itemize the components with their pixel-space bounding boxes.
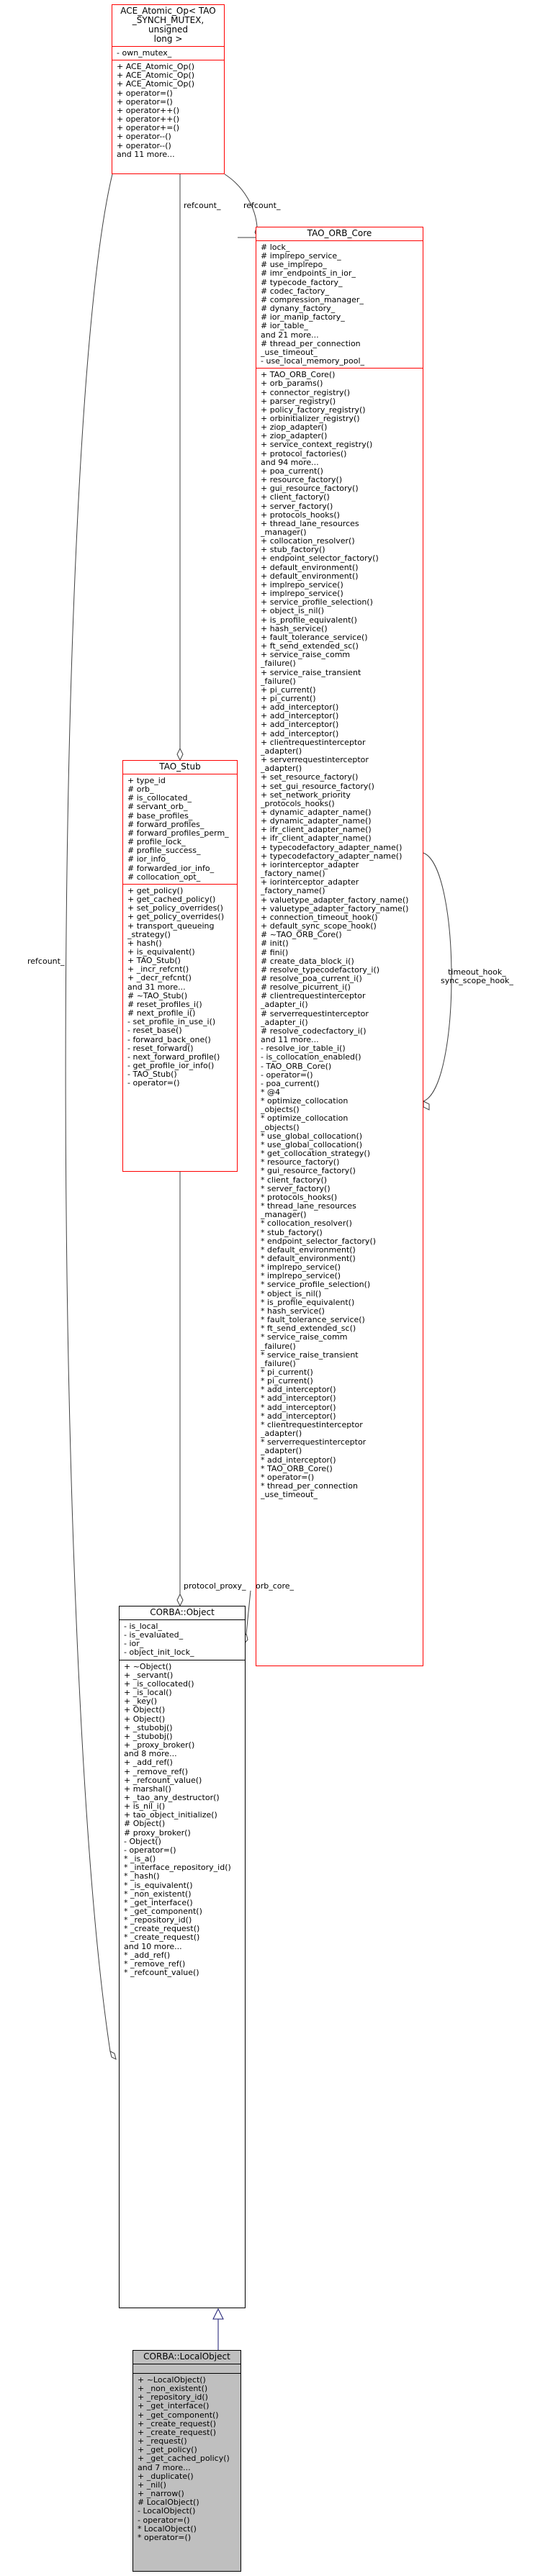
tao-orb-core-operation: - is_collocation_enabled() <box>261 1053 361 1062</box>
corba-localobject-attributes <box>133 2364 240 2373</box>
corba-object-operation: + _proxy_broker() <box>124 1741 195 1750</box>
tao-orb-core-attribute: # implrepo_service_ <box>261 252 341 261</box>
corba-object-operation: * _interface_repository_id() <box>124 1863 231 1873</box>
tao-orb-core-operation: * protocols_hooks() <box>261 1193 338 1202</box>
tao-orb-core-operation: + valuetype_adapter_factory_name() <box>261 904 409 913</box>
corba-object-operation: + _key() <box>124 1697 158 1707</box>
corba-object-operation: + _refcount_value() <box>124 1776 202 1785</box>
tao-orb-core-operation: * default_environment() <box>261 1245 356 1255</box>
tao-orb-core-operation: + protocol_factories() <box>261 449 347 458</box>
tao-orb-core-operation: + ziop_adapter() <box>261 423 328 433</box>
corba-object-operation: + ~Object() <box>124 1662 172 1671</box>
tao-orb-core-operation: * add_interceptor() <box>261 1411 336 1421</box>
tao-orb-core-operation: and 94 more... <box>261 458 319 467</box>
tao-orb-core-operation: + connection_timeout_hook() <box>261 913 378 922</box>
tao-orb-core-operation: * service_raise_comm _failure() <box>261 1333 348 1351</box>
tao-orb-core-operation: + typecodefactory_adapter_name() <box>261 851 403 861</box>
tao-orb-core-operation: + dynamic_adapter_name() <box>261 808 372 817</box>
ace-atomic-op-operation: + operator+=() <box>117 124 180 133</box>
tao-stub-operation: # ~TAO_Stub() <box>127 991 188 1000</box>
corba-localobject-title: CORBA::LocalObject <box>143 2351 230 2362</box>
tao-orb-core-operation: * operator=() <box>261 1473 315 1482</box>
tao-orb-core-operation: * clientrequestinterceptor _adapter() <box>261 1420 363 1439</box>
tao-orb-core-operation: + orbinitializer_registry() <box>261 414 360 423</box>
tao-stub-attribute: # profile_success_ <box>127 846 201 856</box>
tao-orb-core-operation: - resolve_ior_table_i() <box>261 1044 346 1054</box>
tao-orb-core-operation: # ~TAO_ORB_Core() <box>261 931 342 940</box>
tao-orb-core-operation: + default_sync_scope_hook() <box>261 922 377 931</box>
corba-localobject-operation: + _request() <box>138 2437 187 2446</box>
tao-orb-core-attribute: # typecode_factory_ <box>261 278 343 287</box>
label-refcount-left: refcount_ <box>27 957 65 966</box>
corba-object-operation: + _add_ref() <box>124 1758 173 1768</box>
tao-orb-core-operation: # clientrequestinterceptor _adapter_i() <box>261 992 366 1010</box>
tao-orb-core-operation: + connector_registry() <box>261 388 351 397</box>
label-protocol-proxy: protocol_proxy_ <box>184 1581 246 1591</box>
tao-orb-core-operation: * use_global_collocation() <box>261 1140 363 1149</box>
diamond-object-proxy <box>177 1594 183 1606</box>
tao-orb-core-operation: * optimize_collocation _objects() <box>261 1114 349 1132</box>
corba-object-operation: + _is_collocated() <box>124 1679 194 1689</box>
corba-object-operation: + Object() <box>124 1714 166 1724</box>
tao-orb-core-operation: + fault_tolerance_service() <box>261 633 368 642</box>
tao-stub-operation: + _decr_refcnt() <box>127 974 192 983</box>
corba-object-operation: + is_nil_i() <box>124 1802 166 1812</box>
corba-localobject-operation: + _non_existent() <box>138 2385 208 2394</box>
corba-object-operation: * _get_interface() <box>124 1898 193 1907</box>
tao-orb-core-operation: + set_resource_factory() <box>261 773 359 782</box>
tao-orb-core-operation: # resolve_picurrent_i() <box>261 983 351 993</box>
tao-orb-core-attribute: # use_implrepo_ <box>261 261 327 270</box>
edge-orb-core-to-corba-object <box>246 1591 251 1634</box>
tao-stub-attribute: # forward_profiles_ <box>127 820 204 829</box>
tao-orb-core-operation: + thread_lane_resources _manager() <box>261 519 359 537</box>
tao-orb-core-attribute: # ior_table_ <box>261 322 308 331</box>
tao-stub-operation: + get_policy() <box>127 886 184 895</box>
tao-stub-operation: - TAO_Stub() <box>127 1070 177 1080</box>
label-refcount-right: refcount_ <box>243 201 281 210</box>
tao-stub-attribute: # forwarded_ior_info_ <box>127 864 215 873</box>
tao-stub-operation: - reset_forward() <box>127 1044 194 1053</box>
tao-orb-core-operation: * @4 <box>261 1088 280 1097</box>
tao-orb-core-operation: + client_factory() <box>261 493 330 502</box>
corba-object-operations <box>120 1660 245 1980</box>
corba-localobject-operation: + _get_policy() <box>138 2446 197 2455</box>
ace-atomic-op-title: ACE_Atomic_Op< TAO _SYNCH_MUTEX, unsigned long > <box>120 6 216 44</box>
inheritance-arrow <box>213 2309 223 2319</box>
corba-object-operation: and 8 more... <box>124 1750 177 1759</box>
corba-localobject-operation: + _narrow() <box>138 2490 184 2499</box>
tao-orb-core-operation: * add_interceptor() <box>261 1403 336 1412</box>
tao-stub-title: TAO_Stub <box>159 761 201 772</box>
tao-orb-core-operation: + server_factory() <box>261 502 333 511</box>
tao-orb-core-operation: + add_interceptor() <box>261 729 339 738</box>
tao-stub-attribute: # orb_ <box>127 785 154 795</box>
corba-object-operation: + _tao_any_destructor() <box>124 1793 220 1802</box>
tao-orb-core-operation: + add_interceptor() <box>261 712 339 721</box>
tao-orb-core-operation: + orb_params() <box>261 379 323 389</box>
tao-orb-core-operation: * TAO_ORB_Core() <box>261 1464 333 1473</box>
tao-orb-core-operation: + serverrequestinterceptor _adapter() <box>261 756 369 774</box>
corba-object-operation: * _add_ref() <box>124 1951 171 1960</box>
tao-orb-core-operation: + policy_factory_registry() <box>261 405 366 415</box>
tao-orb-core-operation: * object_is_nil() <box>261 1289 322 1298</box>
tao-orb-core-operation: - poa_current() <box>261 1079 320 1088</box>
ace-atomic-op-operation: + operator--() <box>117 141 171 150</box>
corba-localobject-operation: + _create_request() <box>138 2428 217 2437</box>
tao-orb-core-class[interactable] <box>256 227 423 1666</box>
tao-stub-attribute: # ior_info_ <box>127 855 170 864</box>
corba-localobject-operations <box>133 2373 240 2544</box>
tao-orb-core-operation: # init() <box>261 939 289 949</box>
corba-object-operation: * _repository_id() <box>124 1916 192 1925</box>
corba-object-attribute: - object_init_lock_ <box>124 1648 194 1658</box>
corba-localobject-operation: + _repository_id() <box>138 2393 208 2403</box>
corba-object-attribute: - ior_ <box>124 1640 144 1649</box>
tao-orb-core-operation: * gui_resource_factory() <box>261 1167 356 1176</box>
tao-orb-core-operation: * default_environment() <box>261 1254 356 1263</box>
tao-orb-core-operation: * get_collocation_strategy() <box>261 1149 371 1159</box>
tao-orb-core-operation: * is_profile_equivalent() <box>261 1298 355 1307</box>
tao-orb-core-operation: * pi_current() <box>261 1368 313 1377</box>
corba-object-operation: + marshal() <box>124 1784 171 1794</box>
tao-orb-core-operation: - operator=() <box>261 1070 313 1080</box>
tao-orb-core-operation: + implrepo_service() <box>261 589 343 599</box>
tao-orb-core-operation: * fault_tolerance_service() <box>261 1316 365 1325</box>
corba-localobject-operation: + _get_cached_policy() <box>138 2454 230 2464</box>
tao-orb-core-operation: + collocation_resolver() <box>261 537 355 546</box>
tao-orb-core-operation: * thread_per_connection _use_timeout_ <box>261 1482 358 1500</box>
corba-localobject-operation: + _get_interface() <box>138 2402 210 2411</box>
tao-stub-operation: - set_profile_in_use_i() <box>127 1018 216 1027</box>
tao-orb-core-operation: * implrepo_service() <box>261 1272 341 1281</box>
ace-atomic-op-operation: and 11 more... <box>117 150 175 159</box>
tao-orb-core-operation: * add_interceptor() <box>261 1455 336 1465</box>
tao-orb-core-operation: + pi_current() <box>261 685 316 695</box>
tao-stub-attribute: # servant_orb_ <box>127 803 188 812</box>
corba-object-operation: + Object() <box>124 1706 166 1715</box>
tao-orb-core-operation: * optimize_collocation _objects() <box>261 1097 349 1115</box>
corba-object-operation: * _get_component() <box>124 1907 202 1916</box>
tao-orb-core-operation: * add_interceptor() <box>261 1394 336 1404</box>
ace-atomic-op-operation: + operator=() <box>117 97 173 107</box>
corba-localobject-operation: + _duplicate() <box>138 2472 194 2481</box>
tao-orb-core-attributes <box>256 240 423 368</box>
tao-orb-core-operation: + implrepo_service() <box>261 580 343 589</box>
corba-object-operation: * _create_request() <box>124 1925 200 1934</box>
tao-orb-core-operation: + poa_current() <box>261 466 323 476</box>
tao-orb-core-operation: + parser_registry() <box>261 397 336 406</box>
tao-orb-core-operation: # resolve_typecodefactory_i() <box>261 965 380 975</box>
corba-object-operation: + _servant() <box>124 1671 174 1680</box>
tao-stub-operation: + set_policy_overrides() <box>127 904 223 913</box>
tao-orb-core-attribute: # ior_manip_factory_ <box>261 313 345 322</box>
tao-orb-core-operation: + protocols_hooks() <box>261 510 340 520</box>
tao-orb-core-operation: + ifr_client_adapter_name() <box>261 826 372 835</box>
corba-object-operation: * _refcount_value() <box>124 1969 199 1978</box>
tao-stub-operation: + _incr_refcnt() <box>127 965 189 975</box>
tao-stub-operation: # reset_profiles_i() <box>127 1000 202 1009</box>
tao-orb-core-operation: + default_environment() <box>261 563 359 572</box>
tao-orb-core-operation: + set_network_priority _protocols_hooks() <box>261 790 351 808</box>
tao-stub-attribute: # collocation_opt_ <box>127 872 201 882</box>
tao-orb-core-operation: * implrepo_service() <box>261 1263 341 1273</box>
tao-stub-attribute: # profile_lock_ <box>127 838 186 847</box>
tao-orb-core-operation: + service_raise_comm _failure() <box>261 651 351 669</box>
tao-orb-core-operation: * service_profile_selection() <box>261 1280 371 1290</box>
tao-orb-core-operations <box>256 368 423 1501</box>
tao-orb-core-attribute: and 21 more... <box>261 330 319 340</box>
ace-atomic-op-operation: + ACE_Atomic_Op() <box>117 71 195 81</box>
tao-orb-core-attribute: # compression_manager_ <box>261 295 364 304</box>
tao-stub-operation: + transport_queueing _strategy() <box>127 921 215 939</box>
ace-atomic-op-attribute: - own_mutex_ <box>117 49 172 58</box>
tao-orb-core-operation: + ziop_adapter() <box>261 432 328 441</box>
label-refcount-mid: refcount_ <box>184 201 221 210</box>
corba-object-operation: * _is_equivalent() <box>124 1881 193 1890</box>
corba-object-operation: + _stubobj() <box>124 1732 173 1741</box>
corba-object-title: CORBA::Object <box>150 1607 215 1617</box>
tao-orb-core-attribute: # dynany_factory_ <box>261 304 336 314</box>
tao-orb-core-operation: * add_interceptor() <box>261 1386 336 1395</box>
tao-stub-attribute: + type_id <box>127 777 166 785</box>
tao-orb-core-operation: + add_interceptor() <box>261 703 339 713</box>
corba-object-operation: + _is_local() <box>124 1689 172 1698</box>
tao-orb-core-operation: # serverrequestinterceptor _adapter_i() <box>261 1009 369 1027</box>
ace-atomic-op-operation: + operator++() <box>117 115 180 125</box>
label-orb-core: orb_core_ <box>256 1581 295 1591</box>
tao-orb-core-operation: + iorinterceptor_adapter _factory_name() <box>261 878 359 896</box>
tao-orb-core-operation: + service_profile_selection() <box>261 598 373 607</box>
tao-orb-core-operation: * use_global_collocation() <box>261 1131 363 1141</box>
tao-orb-core-operation: + hash_service() <box>261 624 328 633</box>
corba-localobject-operation: + _nil() <box>138 2480 166 2490</box>
tao-orb-core-operation: + dynamic_adapter_name() <box>261 817 372 826</box>
corba-localobject-operation: - operator=() <box>138 2516 190 2525</box>
tao-orb-core-attribute: - use_local_memory_pool_ <box>261 357 365 366</box>
tao-orb-core-operation: * hash_service() <box>261 1306 325 1316</box>
corba-object-attribute: - is_local_ <box>124 1622 162 1631</box>
tao-orb-core-title: TAO_ORB_Core <box>307 228 372 238</box>
tao-stub-operation: + is_equivalent() <box>127 947 195 957</box>
ace-atomic-op-attributes <box>112 46 224 60</box>
tao-stub-operation: - forward_back_one() <box>127 1035 211 1044</box>
tao-stub-class[interactable] <box>122 760 238 1172</box>
tao-orb-core-operation: # create_data_block_i() <box>261 957 354 966</box>
tao-orb-core-operation: + default_environment() <box>261 571 359 581</box>
tao-orb-core-operation: + typecodefactory_adapter_name() <box>261 843 403 852</box>
tao-stub-operation: - get_profile_ior_info() <box>127 1062 215 1070</box>
tao-stub-attributes <box>123 774 237 884</box>
tao-orb-core-operation: * stub_factory() <box>261 1228 323 1237</box>
tao-orb-core-operation: + iorinterceptor_adapter _factory_name() <box>261 860 359 879</box>
tao-orb-core-operation: and 11 more... <box>261 1036 319 1045</box>
tao-orb-core-attribute: # imr_endpoints_in_ior_ <box>261 269 356 279</box>
corba-object-attributes <box>120 1619 245 1660</box>
tao-stub-operation: + get_cached_policy() <box>127 895 216 905</box>
tao-orb-core-attribute: # lock_ <box>261 243 290 252</box>
tao-stub-attribute: # base_profiles_ <box>127 811 193 821</box>
tao-orb-core-operation: + valuetype_adapter_factory_name() <box>261 895 409 905</box>
ace-atomic-op-operation: + operator++() <box>117 106 180 115</box>
ace-atomic-op-class[interactable] <box>112 4 225 174</box>
tao-orb-core-operation: + object_is_nil() <box>261 607 325 616</box>
corba-object-operation: * _non_existent() <box>124 1889 192 1899</box>
edge-refcount-to-corba-object <box>66 174 112 2051</box>
tao-orb-core-operation: + resource_factory() <box>261 476 343 485</box>
tao-orb-core-operation: + ft_send_extended_sc() <box>261 642 359 651</box>
corba-object-class[interactable] <box>119 1606 246 2308</box>
diamond-object-refcount <box>110 2051 116 2059</box>
tao-orb-core-operation: * server_factory() <box>261 1184 331 1193</box>
tao-orb-core-operation: + service_raise_transient _failure() <box>261 668 361 686</box>
tao-orb-core-operation: * collocation_resolver() <box>261 1219 352 1229</box>
tao-orb-core-operation: + is_profile_equivalent() <box>261 615 357 625</box>
corba-object-operation: + tao_object_initialize() <box>124 1811 217 1820</box>
tao-stub-attribute: # is_collocated_ <box>127 794 192 803</box>
tao-orb-core-operation: # resolve_codecfactory_i() <box>261 1026 367 1036</box>
corba-object-operation: # Object() <box>124 1820 166 1829</box>
tao-orb-core-operation: # fini() <box>261 948 289 957</box>
ace-atomic-op-operations <box>112 60 224 161</box>
tao-stub-operation: - reset_base() <box>127 1026 182 1036</box>
corba-object-operation: # proxy_broker() <box>124 1828 191 1838</box>
corba-localobject-operation: - LocalObject() <box>138 2507 196 2516</box>
corba-object-operation: and 10 more... <box>124 1942 182 1951</box>
ace-atomic-op-operation: + operator=() <box>117 89 173 98</box>
corba-localobject-operation: + ~LocalObject() <box>138 2376 206 2385</box>
tao-stub-operation: # next_profile_i() <box>127 1009 196 1018</box>
tao-orb-core-operation: + add_interceptor() <box>261 720 339 730</box>
tao-orb-core-operation: + clientrequestinterceptor _adapter() <box>261 738 366 756</box>
tao-stub-operation: + hash() <box>127 939 162 948</box>
tao-orb-core-operation: * thread_lane_resources _manager() <box>261 1202 356 1220</box>
tao-orb-core-operation: * ft_send_extended_sc() <box>261 1324 356 1334</box>
tao-orb-core-operation: + ifr_client_adapter_name() <box>261 834 372 844</box>
tao-orb-core-attribute: # thread_per_connection _use_timeout_ <box>261 339 361 357</box>
tao-orb-core-operation: + stub_factory() <box>261 546 325 555</box>
corba-localobject-operation: + _get_component() <box>138 2410 219 2420</box>
corba-object-attribute: - is_evaluated_ <box>124 1631 184 1640</box>
tao-stub-operation: and 31 more... <box>127 982 186 992</box>
corba-localobject-operation: * operator=() <box>138 2533 192 2542</box>
ace-atomic-op-operation: + ACE_Atomic_Op() <box>117 63 195 72</box>
tao-stub-operation: + TAO_Stub() <box>127 957 181 966</box>
tao-orb-core-operation: * pi_current() <box>261 1377 313 1386</box>
tao-orb-core-operation: * endpoint_selector_factory() <box>261 1237 377 1246</box>
corba-object-operation: + _stubobj() <box>124 1723 173 1732</box>
tao-orb-core-operation: + pi_current() <box>261 694 316 703</box>
tao-orb-core-operation: - TAO_ORB_Core() <box>261 1062 332 1071</box>
corba-localobject-operation: # LocalObject() <box>138 2498 199 2508</box>
corba-localobject-operation: and 7 more... <box>138 2463 191 2472</box>
tao-orb-core-operation: * client_factory() <box>261 1175 328 1185</box>
tao-orb-core-operation: + TAO_ORB_Core() <box>261 371 336 380</box>
corba-localobject-operation: + _create_request() <box>138 2419 217 2428</box>
label-timeout-hook: timeout_hook_ sync_scope_hook_ <box>441 967 513 985</box>
tao-orb-core-attribute: # codec_factory_ <box>261 286 330 296</box>
ace-atomic-op-operation: + operator--() <box>117 132 171 142</box>
tao-orb-core-operation: * serverrequestinterceptor _adapter() <box>261 1438 367 1456</box>
tao-stub-operation: + get_policy_overrides() <box>127 913 225 922</box>
corba-object-operation: + _remove_ref() <box>124 1767 188 1776</box>
corba-object-operation: * _remove_ref() <box>124 1959 186 1969</box>
tao-stub-attribute: # forward_profiles_perm_ <box>127 828 229 838</box>
corba-object-operation: - Object() <box>124 1837 161 1846</box>
tao-stub-operations <box>123 884 237 1090</box>
ace-atomic-op-operation: + ACE_Atomic_Op() <box>117 80 195 89</box>
tao-orb-core-operation: + gui_resource_factory() <box>261 484 359 494</box>
corba-object-operation: * _hash() <box>124 1872 160 1881</box>
tao-orb-core-operation: + endpoint_selector_factory() <box>261 554 379 564</box>
diamond-stub-refcount <box>177 749 183 760</box>
corba-localobject-class[interactable] <box>132 2350 241 2572</box>
corba-object-operation: * _create_request() <box>124 1933 200 1943</box>
corba-object-operation: - operator=() <box>124 1845 176 1855</box>
tao-orb-core-operation: # resolve_poa_current_i() <box>261 974 362 983</box>
tao-orb-core-operation: + service_context_registry() <box>261 440 373 450</box>
corba-object-operation: * _is_a() <box>124 1855 156 1864</box>
tao-stub-operation: - next_forward_profile() <box>127 1052 220 1062</box>
tao-orb-core-operation: * service_raise_transient _failure() <box>261 1350 359 1368</box>
tao-orb-core-operation: + set_gui_resource_factory() <box>261 782 374 791</box>
tao-orb-core-operation: * resource_factory() <box>261 1158 340 1167</box>
diamond-orbcore-self <box>423 1101 429 1110</box>
tao-stub-operation: - operator=() <box>127 1079 180 1088</box>
corba-localobject-operation: * LocalObject() <box>138 2524 197 2534</box>
